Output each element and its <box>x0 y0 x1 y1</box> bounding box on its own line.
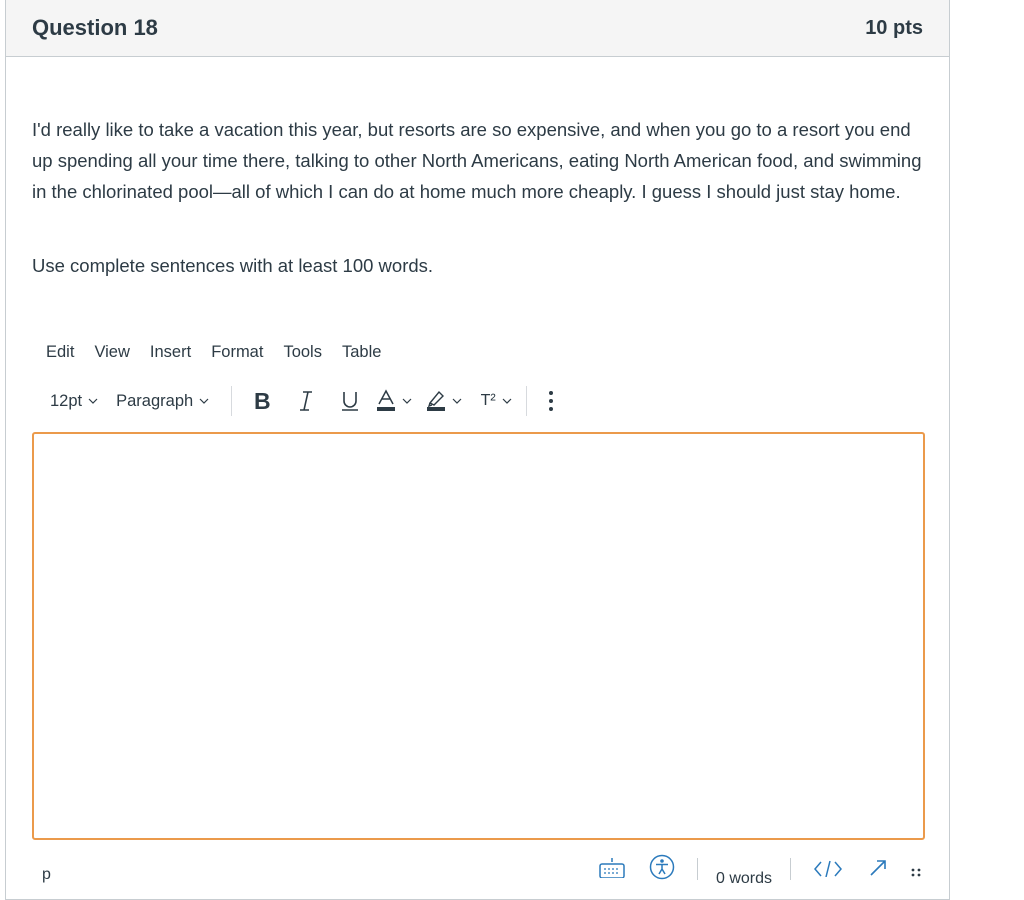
question-text: I'd really like to take a vacation this year, but resorts are so expensive, and when you go to a resort you end up spending all your time there, talking to other North Americans, eating North American food, and swimming in the chlorinated pool—all of which I can do at home much more cheaply. I guess I should just stay home. <box>32 119 922 202</box>
menu-table[interactable]: Table <box>341 343 382 361</box>
toolbar-divider <box>231 386 232 416</box>
editor-menubar <box>36 338 391 366</box>
block-format-select[interactable] <box>110 384 217 418</box>
rich-text-editor[interactable] <box>32 432 925 840</box>
html-editor-icon <box>813 857 843 877</box>
highlight-color-button[interactable] <box>422 384 466 418</box>
underline-icon <box>341 390 359 412</box>
block-format-value: Paragraph <box>116 391 194 410</box>
question-card <box>5 0 950 900</box>
chevron-down-icon <box>452 398 462 404</box>
menu-tools[interactable]: Tools <box>283 343 322 361</box>
superscript-icon: T² <box>480 392 496 409</box>
accessibility-icon <box>649 854 675 880</box>
bold-icon <box>253 390 271 412</box>
italic-button[interactable] <box>284 384 328 418</box>
keyboard-shortcuts-button[interactable] <box>599 856 625 883</box>
question-title: Question 18 <box>32 15 158 40</box>
bold-button[interactable] <box>240 384 284 418</box>
chevron-down-icon <box>199 398 209 404</box>
font-size-value: 12pt <box>50 391 83 410</box>
highlight-icon <box>426 389 446 413</box>
question-instructions: Use complete sentences with at least 100 words. <box>32 255 434 276</box>
italic-icon <box>298 390 314 412</box>
statusbar-divider <box>790 858 791 880</box>
chevron-down-icon <box>502 398 512 404</box>
menu-edit[interactable]: Edit <box>46 343 75 361</box>
menu-format[interactable]: Format <box>211 343 264 361</box>
editor-toolbar <box>38 384 563 418</box>
editor-statusbar <box>32 856 925 887</box>
svg-text:B: B <box>254 390 271 412</box>
chevron-down-icon <box>402 398 412 404</box>
question-points: 10 pts <box>865 17 923 39</box>
text-color-icon <box>376 389 396 413</box>
statusbar-divider <box>697 858 698 880</box>
keyboard-icon <box>599 856 625 878</box>
question-header <box>6 0 949 57</box>
fullscreen-icon <box>867 857 887 877</box>
chevron-down-icon <box>88 398 98 404</box>
word-count: 0 words <box>715 870 772 887</box>
more-button[interactable] <box>539 384 563 418</box>
menu-view[interactable]: View <box>94 343 130 361</box>
more-icon <box>548 390 554 412</box>
underline-button[interactable] <box>328 384 372 418</box>
menu-insert[interactable]: Insert <box>149 343 192 361</box>
superscript-button[interactable] <box>472 384 520 418</box>
font-size-select[interactable] <box>38 384 110 418</box>
text-color-button[interactable] <box>372 384 416 418</box>
toolbar-divider <box>526 386 527 416</box>
statusbar-tools <box>587 856 925 887</box>
accessibility-checker-button[interactable] <box>649 854 675 885</box>
element-path[interactable]: p <box>42 866 51 883</box>
resize-handle-icon <box>911 857 921 877</box>
